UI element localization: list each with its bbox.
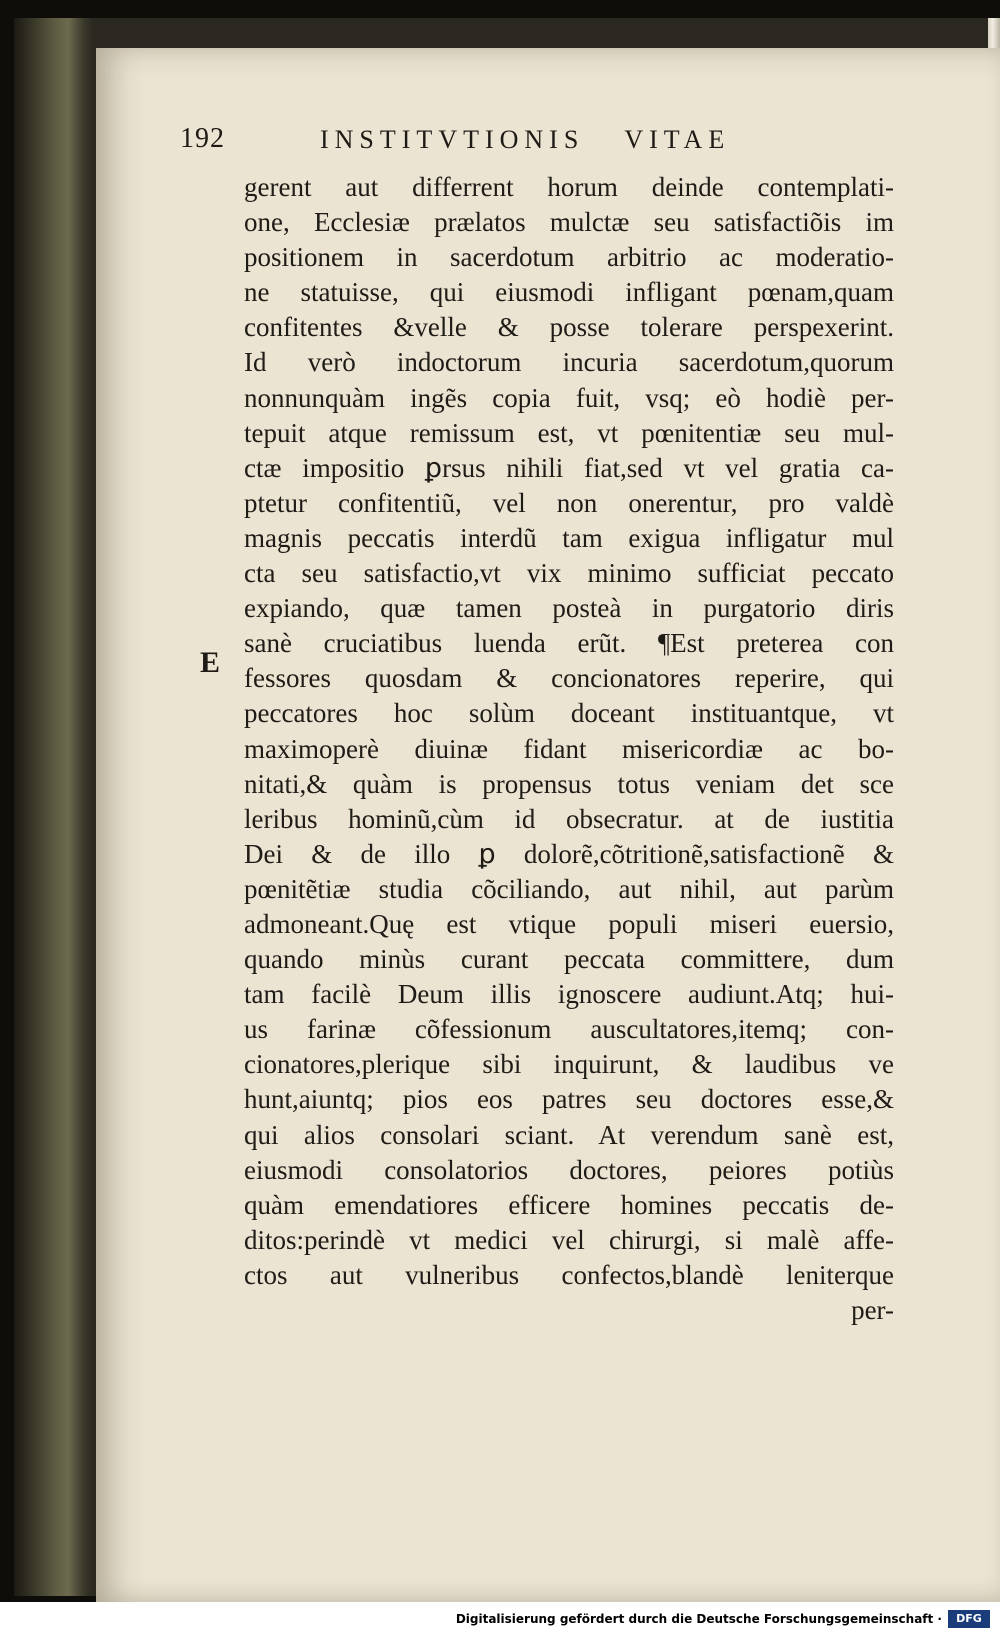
text-line: ctos aut vulneribus confectos,blandè leniterque xyxy=(244,1259,894,1290)
footer-bar xyxy=(0,1602,1000,1644)
text-line: expiando, quæ tamen posteà in purgatorio diris xyxy=(244,593,894,624)
text-line: fessores quosdam & concionatores reperire, qui xyxy=(244,663,894,694)
text-line: cionatores,plerique sibi inquirunt, & laudibus ve xyxy=(244,1049,894,1080)
running-head-left: INSTITVTIONIS xyxy=(320,125,585,154)
text-line: sanè cruciatibus luenda erũt. ¶Est preterea con xyxy=(244,628,894,659)
text-line: confitentes &velle & posse tolerare perspexerint. xyxy=(244,312,894,343)
text-line: peccatores hoc solùm doceant instituantque, vt xyxy=(244,698,894,729)
text-line: ctæ impositio ꝑrsus nihili fiat,sed vt vel gratia ca- xyxy=(244,452,894,483)
text-line: leribus hominũ,cùm id obsecratur. at de iustitia xyxy=(244,803,894,834)
text-line: eiusmodi consolatorios doctores, peiores potiùs xyxy=(244,1154,894,1185)
text-line: gerent aut differrent horum deinde contemplati- xyxy=(244,172,894,202)
text-line: tam facilè Deum illis ignoscere audiunt.Atq; hui- xyxy=(244,979,894,1010)
text-line: hunt,aiuntq; pios eos patres seu doctores esse,& xyxy=(244,1084,894,1115)
text-line: admoneant.Quę est vtique populi miseri euersio, xyxy=(244,908,894,939)
text-line: pœnitẽtiæ studia cõciliando, aut nihil, aut parùm xyxy=(244,873,894,904)
text-line: nitati,& quàm is propensus totus veniam det sce xyxy=(244,768,894,799)
text-line: ditos:perindè vt medici vel chirurgi, si malè affe- xyxy=(244,1224,894,1255)
text-line: ne statuisse, qui eiusmodi infligant pœnam,quam xyxy=(244,277,894,308)
text-line: magnis peccatis interdũ tam exigua infligatur mul xyxy=(244,522,894,553)
text-line: Dei & de illo ꝑ dolorẽ,cõtritionẽ,satisfactionẽ & xyxy=(244,838,894,869)
text-line: tepuit atque remissum est, vt pœnitentiæ seu mul- xyxy=(244,417,894,448)
page-header xyxy=(0,123,1000,163)
text-line: Id verò indoctorum incuria sacerdotum,quorum xyxy=(244,347,894,378)
text-line: qui alios consolari sciant. At verendum sanè est, xyxy=(244,1119,894,1150)
dfg-logo: DFG xyxy=(948,1610,990,1628)
funding-notice: Digitalisierung gefördert durch die Deutsche Forschungsgemeinschaft · xyxy=(455,1612,942,1626)
catchword: per- xyxy=(851,1295,894,1325)
text-line: maximoperè diuinæ fidant misericordiæ ac bo- xyxy=(244,733,894,764)
page-number: 192 xyxy=(180,123,225,154)
running-head-right: VITAE xyxy=(624,125,731,154)
text-line: cta seu satisfactio,vt vix minimo sufficiat peccato xyxy=(244,558,894,589)
text-line: us farinæ cõfessionum auscultatores,itemq; con- xyxy=(244,1014,894,1045)
text-line: nonnunquàm ingẽs copia fuit, vsq; eò hodiè per- xyxy=(244,382,894,413)
running-head xyxy=(320,125,730,155)
text-line: ptetur confitentiũ, vel non onerentur, pro valdè xyxy=(244,487,894,518)
text-line: positionem in sacerdotum arbitrio ac moderatio- xyxy=(244,242,894,273)
margin-letter: E xyxy=(200,646,221,679)
text-line: quando minùs curant peccata committere, dum xyxy=(244,944,894,975)
text-line: quàm emendatiores efficere homines peccatis de- xyxy=(244,1189,894,1220)
text-line: one, Ecclesiæ prælatos mulctæ seu satisfactiõis im xyxy=(244,207,894,238)
body-text xyxy=(244,170,894,1328)
